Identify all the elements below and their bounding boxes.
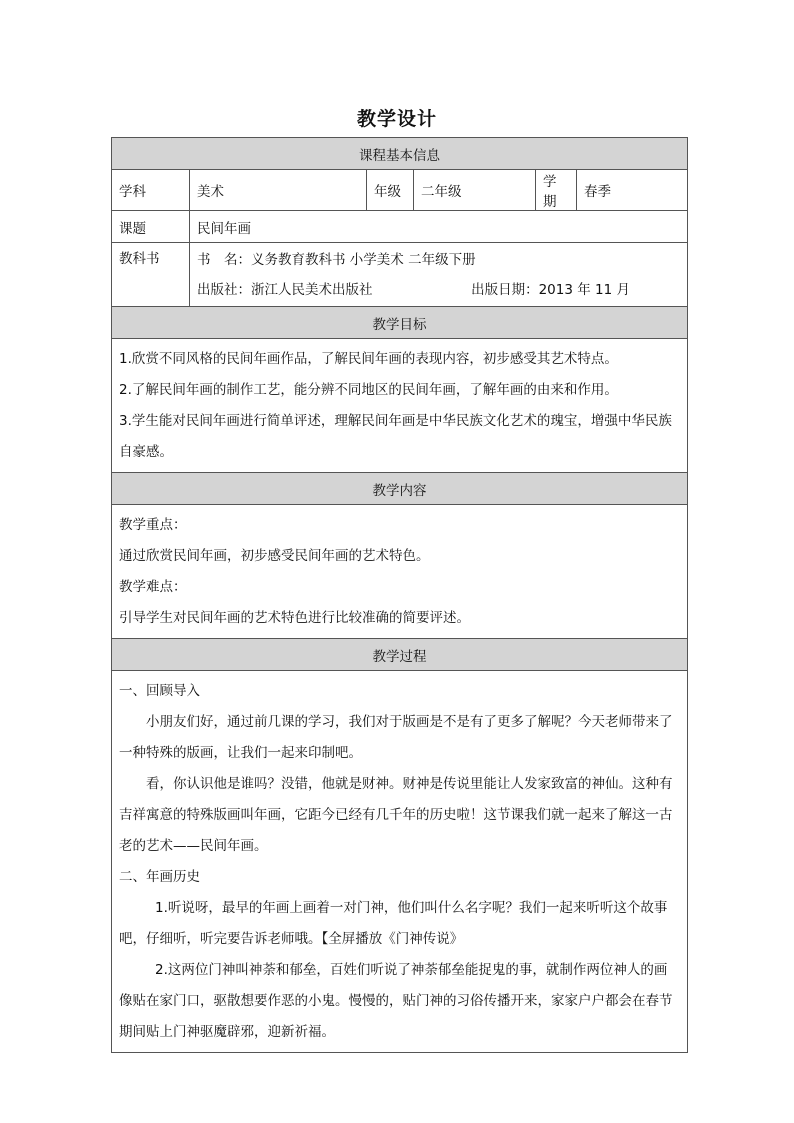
content-body (112, 505, 688, 639)
textbook-info (190, 243, 688, 307)
subject-label: 学科 (112, 170, 190, 211)
process-paragraph: 看，你认识他是谁吗？没错，他就是财神。财神是传说里能让人发家致富的神仙。这种有吉祥寓意的特殊版画叫年画，它距今已经有几千年的历史啦！这节课我们就一起来了解这一古老的艺术——民间年画。 (119, 776, 673, 854)
section-header-content: 教学内容 (112, 473, 688, 505)
process-paragraph: 小朋友们好，通过前几课的学习，我们对于版画是不是有了更多了解呢？今天老师带来了一种特殊的版画，让我们一起来印制吧。 (119, 714, 673, 761)
process-paragraph: 1.听说呀，最早的年画上画着一对门神，他们叫什么名字呢？我们一起来听听这个故事吧，仔细听，听完要告诉老师哦。【全屏播放《门神传说》 (119, 900, 668, 947)
objective-item: 1.欣赏不同风格的民间年画作品，了解民间年画的表现内容，初步感受其艺术特点。 (119, 351, 618, 367)
publish-date: 出版日期：2013 年 11 月 (471, 282, 630, 298)
grade-value: 二年级 (414, 170, 536, 211)
term-label: 学期 (536, 170, 577, 211)
process-section-title: 一、回顾导入 (119, 683, 200, 699)
book-name: 书 名：义务教育教科书 小学美术 二年级下册 (197, 252, 476, 268)
objective-item: 3.学生能对民间年画进行简单评述，理解民间年画是中华民族文化艺术的瑰宝，增强中华民族自豪感。 (119, 413, 672, 460)
difficulty-label: 教学难点： (119, 579, 187, 595)
process-paragraph: 2.这两位门神叫神荼和郁垒，百姓们听说了神荼郁垒能捉鬼的事，就制作两位神人的画像贴在家门口，驱散想要作恶的小鬼。慢慢的，贴门神的习俗传播开来，家家户户都会在春节期间贴上门神驱魔辟邪，迎新祈福。 (119, 962, 673, 1040)
topic-value: 民间年画 (190, 211, 688, 243)
difficulty-text: 引导学生对民间年画的艺术特色进行比较准确的简要评述。 (119, 610, 470, 626)
textbook-label: 教科书 (112, 243, 190, 307)
grade-label: 年级 (367, 170, 414, 211)
process-section-title: 二、年画历史 (119, 869, 200, 885)
lesson-plan-table (111, 137, 688, 1053)
section-header-basic-info: 课程基本信息 (112, 138, 688, 170)
section-header-objectives: 教学目标 (112, 307, 688, 339)
section-header-process: 教学过程 (112, 639, 688, 671)
objective-item: 2.了解民间年画的制作工艺，能分辨不同地区的民间年画，了解年画的由来和作用。 (119, 382, 618, 398)
subject-value: 美术 (190, 170, 367, 211)
document-title: 教学设计 (356, 108, 437, 130)
publisher: 出版社：浙江人民美术出版社 (197, 282, 373, 298)
publisher-row (197, 275, 680, 305)
process-body (112, 671, 688, 1053)
key-point-label: 教学重点： (119, 517, 187, 533)
topic-label: 课题 (112, 211, 190, 243)
key-point-text: 通过欣赏民间年画，初步感受民间年画的艺术特色。 (119, 548, 430, 564)
objectives-body (112, 339, 688, 473)
term-value: 春季 (577, 170, 688, 211)
